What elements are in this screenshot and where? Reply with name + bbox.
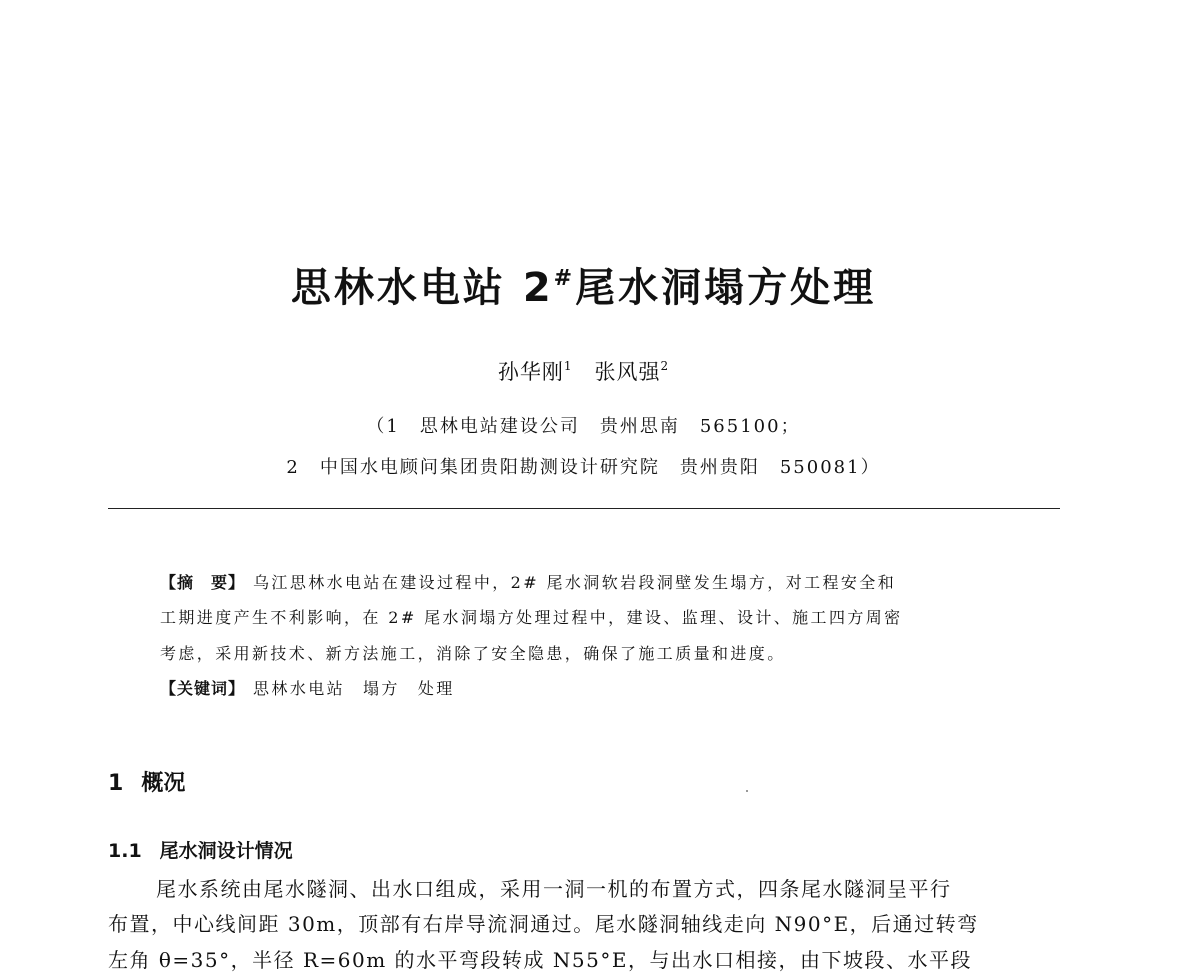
keywords-line	[160, 678, 1020, 700]
abstract-line	[160, 572, 1020, 594]
section-number: 1.1	[108, 840, 142, 862]
body-paragraph-line: 布置，中心线间距 30m，顶部有右岸导流洞通过。尾水隧洞轴线走向 N90°E，后通过转弯	[108, 912, 979, 936]
title-rest: 尾水洞塌方处理	[575, 265, 877, 311]
section-number: 1	[108, 771, 124, 796]
section-title: 概况	[141, 771, 186, 796]
author-affiliation-mark: 1	[563, 359, 573, 373]
header-divider	[108, 508, 1060, 509]
author-name: 张风强	[594, 360, 661, 384]
body-paragraph-line: 左角 θ=35°，半径 R=60m 的水平弯段转成 N55°E，与出水口相接，由下坡段、水平段	[108, 948, 972, 972]
keyword-item: 塌方	[363, 679, 400, 698]
section-heading-1-1	[108, 836, 293, 863]
section-title: 尾水洞设计情况	[159, 840, 293, 862]
section-heading-1	[108, 766, 185, 797]
abstract-label: 【摘 要】	[160, 573, 246, 592]
scan-speck	[746, 790, 748, 792]
affiliation-1: （1 思林电站建设公司 贵州思南 565100；	[366, 416, 801, 437]
keyword-item: 思林水电站	[253, 679, 346, 698]
author-line	[0, 356, 1167, 386]
author-name: 孙华刚	[497, 360, 564, 384]
author-affiliation-mark: 2	[660, 359, 670, 373]
paper-title	[0, 256, 1167, 313]
abstract-text: 乌江思林水电站在建设过程中，2# 尾水洞软岩段洞壁发生塌方，对工程安全和	[253, 573, 897, 592]
keyword-item: 处理	[417, 679, 455, 698]
affiliation-2: 2 中国水电顾问集团贵阳勘测设计研究院 贵州贵阳 550081）	[286, 457, 881, 478]
title-superscript: #	[553, 266, 576, 291]
abstract-line: 工期进度产生不利影响，在 2# 尾水洞塌方处理过程中，建设、监理、设计、施工四方周密	[160, 608, 903, 627]
body-paragraph-line: 尾水系统由尾水隧洞、出水口组成，采用一洞一机的布置方式，四条尾水隧洞呈平行	[156, 877, 952, 901]
title-main: 思林水电站 2	[290, 265, 554, 311]
keywords-label: 【关键词】	[160, 679, 246, 698]
abstract-line: 考虑，采用新技术、新方法施工，消除了安全隐患，确保了施工质量和进度。	[160, 644, 786, 663]
